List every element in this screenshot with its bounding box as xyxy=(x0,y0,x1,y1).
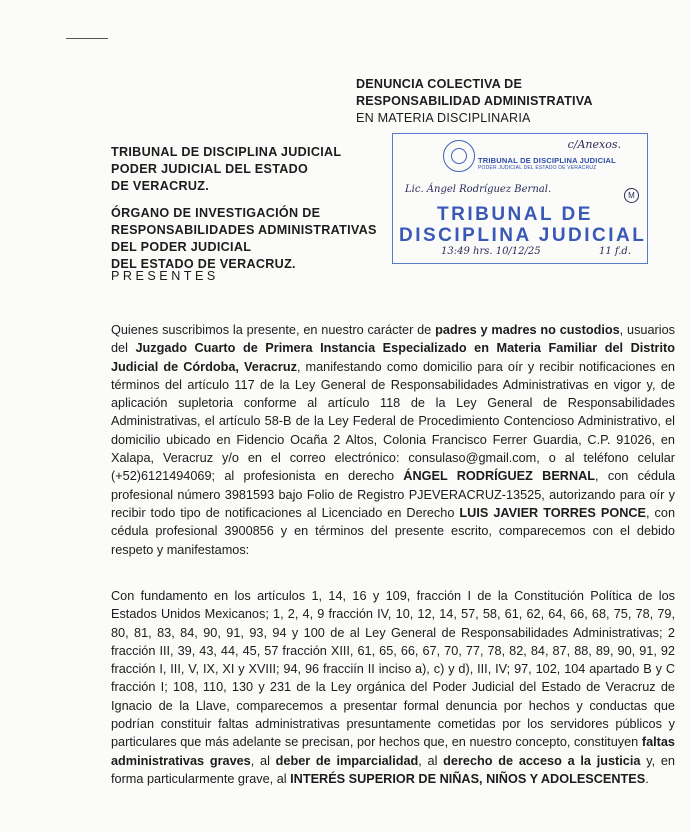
subject-line-1: DENUNCIA COLECTIVA DE xyxy=(356,77,523,91)
p1-text-2: , usuarios del xyxy=(111,323,675,356)
p1-bold-4: LUIS JAVIER TORRES PONCE xyxy=(459,505,646,520)
stamp-small-subtitle: PODER JUDICIAL DEL ESTADO DE VERACRUZ xyxy=(478,165,597,171)
paragraph-intro xyxy=(111,321,675,559)
presentes-label: PRESENTES xyxy=(111,269,219,283)
stamp-mark: M xyxy=(624,188,639,203)
p2-text-5: . xyxy=(645,771,649,786)
addressee-organo-line-3: DEL PODER JUDICIAL xyxy=(111,240,252,254)
p2-bold-4: INTERÉS SUPERIOR DE NIÑAS, NIÑOS Y ADOLESCENTES xyxy=(290,771,646,786)
p1-bold-3: ÁNGEL RODRÍGUEZ BERNAL xyxy=(403,469,596,484)
addressee-tribunal-line-3: DE VERACRUZ. xyxy=(111,179,210,193)
addressee-tribunal-line-2: PODER JUDICIAL DEL ESTADO xyxy=(111,162,309,176)
p2-text-3: , al xyxy=(418,753,444,768)
p1-text-5: , con cédula profesional 3900856 y en términos del presente escrito, comparecemos con el debido respeto y manifestamos: xyxy=(111,505,675,557)
paragraph-fundamento xyxy=(111,587,675,788)
subject-line-2: RESPONSABILIDAD ADMINISTRATIVA xyxy=(356,94,593,108)
addressee-organo-line-1: ÓRGANO DE INVESTIGACIÓN DE xyxy=(111,206,321,220)
addressee-tribunal xyxy=(111,144,401,195)
p2-text-4: y, en forma particularmente grave, al xyxy=(111,753,675,786)
p1-text-3: , manifestando como domicilio para oír y recibir notificaciones en términos del artículo 117 de la Ley General de Responsabilidades Administrativas en vigor y, de aplicación supletoria conforme al artículo 118 de la Ley General de Responsabilidades Administrativas, el artículo 58-B de la Ley Federal de Procedimiento Contencioso Administrativo, el domicilio ubicado en Fidencio Ocaña 2 Altos, Colonia Francisco Ferrer Guardia, C.P. 91026, en Xalapa, Veracruz y/o en el correo electrónico: consulaso@gmail.com, o al teléfono celular (+52)6121494069; al profesionista en derecho xyxy=(111,359,675,484)
subject-line-3: EN MATERIA DISCIPLINARIA xyxy=(356,111,531,125)
document-subject xyxy=(356,76,676,127)
addressee-organo-line-2: RESPONSABILIDADES ADMINISTRATIVAS xyxy=(111,223,377,237)
p1-text-4: , con cédula profesional número 3981593 bajo Folio de Registro PJEVERACRUZ-13525, autorizando para oír y recibir todo tipo de notificaciones al Licenciado en Derecho xyxy=(111,469,675,520)
stamp-big-line-1: TRIBUNAL DE xyxy=(437,204,593,225)
stamp-annotation-anexos: c/Anexos. xyxy=(567,138,621,151)
p2-bold-3: derecho de acceso a la justicia xyxy=(443,753,641,768)
stamp-datetime: 13:49 hrs. 10/12/25 xyxy=(441,246,541,257)
receipt-stamp xyxy=(392,133,648,264)
stamp-receiver: Lic. Ángel Rodríguez Bernal. xyxy=(405,184,552,195)
stamp-small-title: TRIBUNAL DE DISCIPLINA JUDICIAL xyxy=(478,156,616,165)
addressee-tribunal-line-1: TRIBUNAL DE DISCIPLINA JUDICIAL xyxy=(111,145,342,159)
stamp-pages: 11 f.d. xyxy=(598,246,631,257)
p1-text-1: Quienes suscribimos la presente, en nuestro carácter de xyxy=(111,323,436,337)
p2-bold-1: faltas administrativas graves xyxy=(111,735,675,768)
p2-text-1: Con fundamento en los artículos 1, 14, 16 y 109, fracción I de la Constitución Política de los Estados Unidos Mexicanos; 1, 2, 4, 9 fracción IV, 10, 12, 14, 57, 58, 61, 62, 64, 66, 68, 75, 78, 79, 80, 81, 83, 84, 90, 91, 93, 94 y 100 de al Ley General de Responsabilidades Administrativas; 2 fracción III, 39, 43, 44, 45, 57 fracción XIII, 61, 65, 66, 67, 70, 77, 78, 82, 84, 87, 88, 89, 90, 91, 92 fracción I, III, V, IX, XI y XVIII; 94, 96 fracciín II inciso a), c) y d), III, IV; 97, 102, 104 apartado B y C fracción I; 108, 110, 130 y 231 de la Ley orgánica del Poder Judicial del Estado de Veracruz de Ignacio de la Llave, comparecemos a presentar formal denuncia por hechos y conductas que podrían constituir faltas administrativas presuntamente cometidas por los servidores públicos y particulares que más adelante se precisan, por hechos que, en nuestro concepto, constituyen xyxy=(111,589,675,750)
p2-bold-2: deber de imparcialidad xyxy=(275,753,419,768)
p1-bold-1: padres y madres no custodios xyxy=(435,323,620,337)
seal-icon xyxy=(443,140,475,172)
p2-text-2: , al xyxy=(250,753,276,768)
addressee-organo-line-4: DEL ESTADO DE VERACRUZ. xyxy=(111,257,296,271)
stamp-big-line-2: DISCIPLINA JUDICIAL xyxy=(399,225,647,246)
addressee-organo xyxy=(111,205,401,273)
p1-bold-2: Juzgado Cuarto de Primera Instancia Especializado en Materia Familiar del Distrito Judicial de Córdoba, Veracruz xyxy=(111,341,675,374)
margin-dash xyxy=(66,38,108,39)
